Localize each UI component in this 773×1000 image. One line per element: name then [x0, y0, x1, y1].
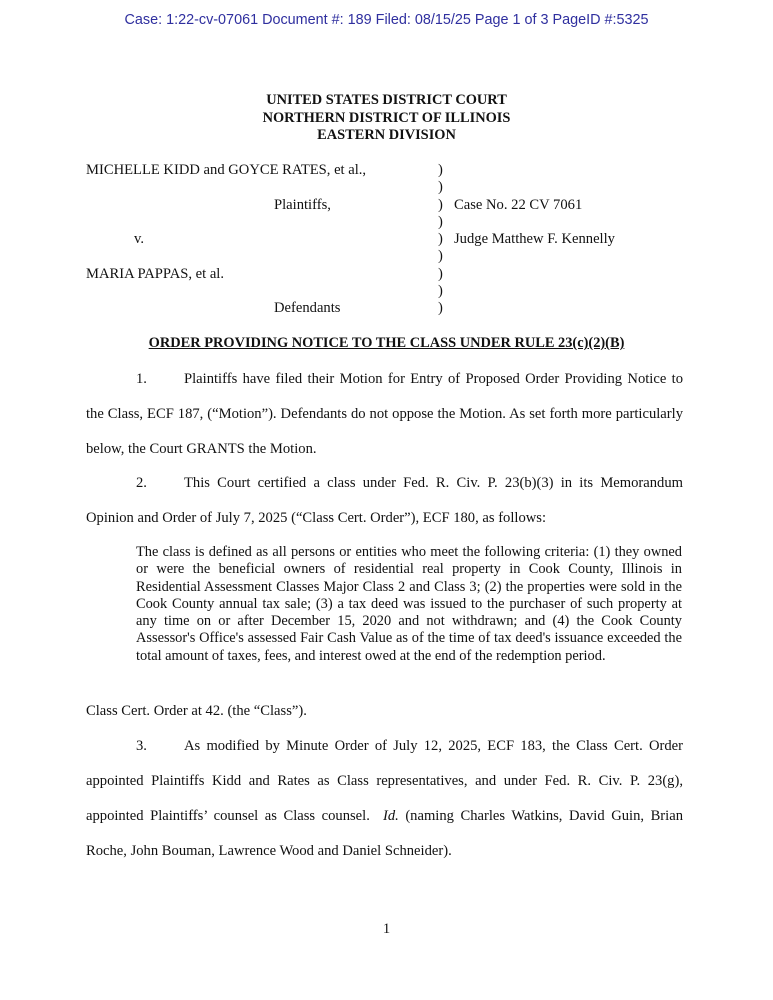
caption-paren: ) [438, 196, 443, 213]
plaintiffs-names: MICHELLE KIDD and GOYCE RATES, et al., [86, 162, 367, 178]
paragraph-text-cont: (naming Charles Watkins, David Guin, Brian Roche, John Bouman, Lawrence Wood and Daniel Schneider). [86, 808, 684, 859]
class-definition-quote: The class is defined as all persons or entities who meet the following criteria: (1) they owned or were the beneficial owners of residential real property in Cook County, Illinois in Residential Assessment Classes Major Class 2 and Class 3; (2) the properties were sold in the Cook County annual tax sale; (3) a tax deed was issued to the purchaser of such property at any time on or after December 15, 2020 and not withdrawn; and (4) the Cook County Assessor's Office's assessed Fair Cash Value as of the time of tax deed's issuance exceeded the total amount of taxes, fees, and interest owed at the end of the redemption period. [136, 544, 682, 664]
judge-name: Judge Matthew F. Kennelly [454, 231, 615, 248]
quote-citation: Class Cert. Order at 42. (the “Class”). [86, 703, 307, 719]
order-title: ORDER PROVIDING NOTICE TO THE CLASS UNDER RULE 23(c)(2)(B) [148, 335, 625, 351]
versus: v. [134, 231, 144, 248]
caption-paren: ) [438, 300, 443, 317]
paragraph-3 [86, 729, 683, 869]
page-number: 1 [382, 921, 391, 937]
caption-paren: ) [438, 283, 443, 300]
caption-paren: ) [438, 231, 443, 248]
caption-paren: ) [438, 179, 443, 196]
ecf-header-stamp: Case: 1:22-cv-07061 Document #: 189 Filed: 08/15/25 Page 1 of 3 PageID #:5325 [124, 12, 649, 28]
paragraph-text: Plaintiffs have filed their Motion for Entry of Proposed Order Providing Notice to the Class, ECF 187, (“Motion”). Defendants do not oppose the Motion. As set forth more particularly below, the Court GRANTS the Motion. [86, 371, 683, 457]
id-citation: Id. [382, 808, 399, 824]
paragraph-number: 2. [136, 475, 147, 491]
caption-paren: ) [438, 213, 443, 230]
caption-paren: ) [438, 162, 443, 178]
caption-paren: ) [438, 248, 443, 265]
paragraph-number: 3. [136, 738, 147, 754]
court-heading [0, 92, 773, 145]
paragraph-text: As modified by Minute Order of July 12, 2025, ECF 183, the Class Cert. Order appointed Plaintiffs Kidd and Rates as Class representatives, and under Fed. R. Civ. P. 23(g), appointed Plaintiffs’ counsel as Class counsel. [86, 738, 683, 824]
court-district: NORTHERN DISTRICT OF ILLINOIS [262, 109, 511, 126]
paragraph-2 [86, 466, 683, 536]
defendants-label: Defendants [274, 300, 341, 317]
paragraph-1 [86, 362, 683, 467]
case-caption [86, 162, 706, 318]
court-name: UNITED STATES DISTRICT COURT [266, 92, 507, 108]
defendants-names: MARIA PAPPAS, et al. [86, 265, 225, 282]
caption-paren: ) [438, 265, 443, 282]
paragraph-number: 1. [136, 371, 147, 387]
court-division: EASTERN DIVISION [317, 127, 456, 143]
plaintiffs-label: Plaintiffs, [274, 196, 331, 213]
paragraph-text: This Court certified a class under Fed. R. Civ. P. 23(b)(3) in its Memorandum Opinion and Order of July 7, 2025 (“Class Cert. Order”), ECF 180, as follows: [86, 475, 683, 526]
case-number: Case No. 22 CV 7061 [454, 196, 583, 213]
